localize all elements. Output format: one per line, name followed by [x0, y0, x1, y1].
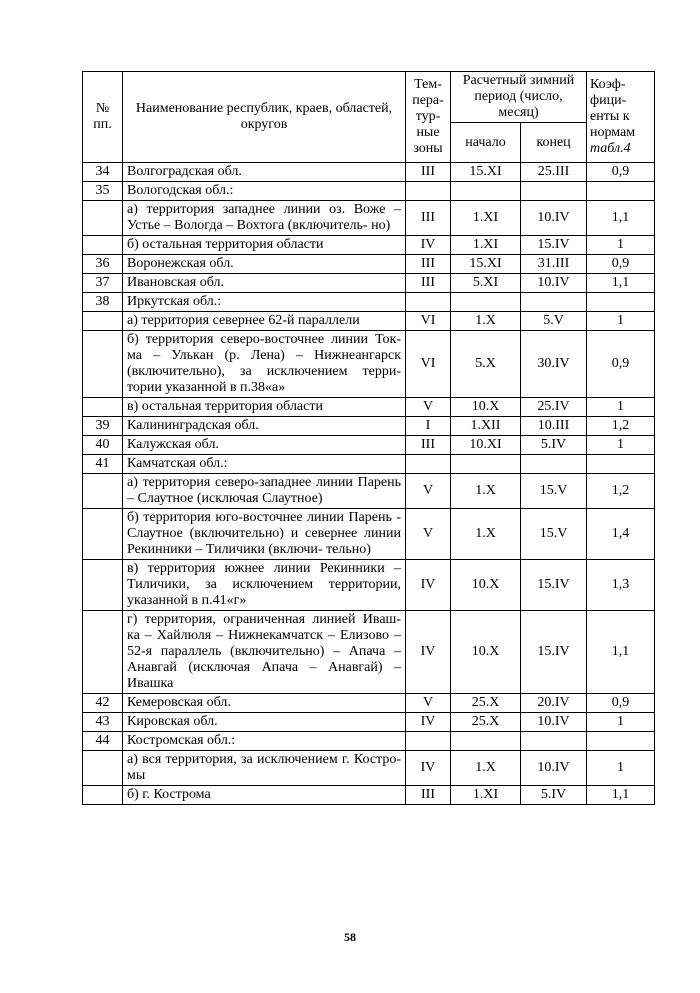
header-name: Наименование республик, краев, областей, округов — [123, 72, 406, 163]
table-row — [83, 255, 655, 274]
row-number — [83, 331, 123, 398]
temperature-zone: V — [406, 398, 451, 417]
temperature-zone: III — [406, 163, 451, 182]
row-number: 40 — [83, 436, 123, 455]
period-end: 10.III — [521, 417, 587, 436]
table-row — [83, 560, 655, 611]
temperature-zone: IV — [406, 611, 451, 694]
coefficient: 1 — [587, 312, 655, 331]
coefficient: 0,9 — [587, 331, 655, 398]
coefficient — [587, 732, 655, 751]
period-end — [521, 182, 587, 201]
region-name: а) территория западнее линии оз. Воже – Устье – Вологда – Вохтога (включитель- но) — [123, 201, 406, 236]
page-number: 58 — [344, 930, 356, 944]
period-end: 30.IV — [521, 331, 587, 398]
region-name: Ивановская обл. — [123, 274, 406, 293]
table-row — [83, 417, 655, 436]
table-row — [83, 455, 655, 474]
period-start: 5.XI — [451, 274, 521, 293]
table-row — [83, 509, 655, 560]
table-row — [83, 293, 655, 312]
coefficient: 1 — [587, 436, 655, 455]
region-name: а) вся территория, за исключением г. Костро- мы — [123, 751, 406, 786]
row-number — [83, 236, 123, 255]
period-end: 5.V — [521, 312, 587, 331]
temperature-zone — [406, 732, 451, 751]
climate-zones-table — [82, 71, 655, 805]
region-name: а) территория севернее 62-й параллели — [123, 312, 406, 331]
period-start: 10.X — [451, 560, 521, 611]
temperature-zone: III — [406, 274, 451, 293]
period-start: 1.XI — [451, 236, 521, 255]
temperature-zone: VI — [406, 312, 451, 331]
period-start: 5.X — [451, 331, 521, 398]
period-start: 1.XI — [451, 201, 521, 236]
coefficient — [587, 455, 655, 474]
region-name: Костромская обл.: — [123, 732, 406, 751]
coefficient: 1,1 — [587, 786, 655, 805]
coefficient: 1,4 — [587, 509, 655, 560]
temperature-zone — [406, 455, 451, 474]
table-row — [83, 611, 655, 694]
row-number: 36 — [83, 255, 123, 274]
period-end: 15.IV — [521, 611, 587, 694]
region-name: б) остальная территория области — [123, 236, 406, 255]
temperature-zone: IV — [406, 713, 451, 732]
table-row — [83, 163, 655, 182]
table-row — [83, 436, 655, 455]
period-start: 10.X — [451, 398, 521, 417]
header-start: начало — [451, 123, 521, 163]
region-name: б) территория юго-восточнее линии Парень - Слаутное (включительно) и севернее линии Рекинники – Тиличики (включи- тельно) — [123, 509, 406, 560]
period-start: 1.X — [451, 751, 521, 786]
row-number: 37 — [83, 274, 123, 293]
period-start: 1.XII — [451, 417, 521, 436]
row-number — [83, 474, 123, 509]
header-coefficient-text: Коэф- фици- енты к нормам — [590, 77, 636, 140]
region-name: а) территория северо-западнее линии Парень – Слаутное (исключая Слаутное) — [123, 474, 406, 509]
region-name: б) г. Кострома — [123, 786, 406, 805]
coefficient — [587, 182, 655, 201]
period-start: 15.XI — [451, 255, 521, 274]
coefficient: 1,3 — [587, 560, 655, 611]
period-end — [521, 455, 587, 474]
temperature-zone: III — [406, 436, 451, 455]
coefficient: 0,9 — [587, 163, 655, 182]
row-number: 42 — [83, 694, 123, 713]
table-row — [83, 182, 655, 201]
period-start — [451, 182, 521, 201]
table-row — [83, 201, 655, 236]
region-name: Кировская обл. — [123, 713, 406, 732]
header-number: № пп. — [83, 72, 123, 163]
period-start: 1.X — [451, 509, 521, 560]
coefficient: 1 — [587, 713, 655, 732]
region-name: Вологодская обл.: — [123, 182, 406, 201]
temperature-zone — [406, 293, 451, 312]
header-end: конец — [521, 123, 587, 163]
table-row — [83, 751, 655, 786]
temperature-zone: I — [406, 417, 451, 436]
table-row — [83, 331, 655, 398]
period-start: 1.X — [451, 312, 521, 331]
row-number — [83, 398, 123, 417]
period-end: 31.III — [521, 255, 587, 274]
period-start: 25.X — [451, 694, 521, 713]
period-start — [451, 732, 521, 751]
period-start — [451, 293, 521, 312]
table-row — [83, 732, 655, 751]
region-name: Калужская обл. — [123, 436, 406, 455]
period-start: 25.X — [451, 713, 521, 732]
temperature-zone: VI — [406, 331, 451, 398]
period-end: 25.III — [521, 163, 587, 182]
row-number — [83, 751, 123, 786]
row-number: 38 — [83, 293, 123, 312]
table-row — [83, 786, 655, 805]
row-number — [83, 611, 123, 694]
row-number — [83, 201, 123, 236]
coefficient: 1,1 — [587, 201, 655, 236]
header-row — [83, 72, 655, 123]
row-number: 35 — [83, 182, 123, 201]
coefficient: 1 — [587, 398, 655, 417]
temperature-zone: V — [406, 509, 451, 560]
temperature-zone: V — [406, 694, 451, 713]
table-row — [83, 713, 655, 732]
coefficient: 1,1 — [587, 611, 655, 694]
temperature-zone: III — [406, 201, 451, 236]
region-name: г) территория, ограниченная линией Иваш- ка – Хайлюля – Нижнекамчатск – Елизово – 52-я параллель (включительно) – Апача – Анавгай (исключая Апача – Анавгай) – Ивашка — [123, 611, 406, 694]
period-end: 15.V — [521, 474, 587, 509]
region-name: в) остальная территория области — [123, 398, 406, 417]
region-name: Калининградская обл. — [123, 417, 406, 436]
coefficient — [587, 293, 655, 312]
period-end: 20.IV — [521, 694, 587, 713]
table-row — [83, 312, 655, 331]
period-end: 5.IV — [521, 436, 587, 455]
period-end: 10.IV — [521, 201, 587, 236]
temperature-zone: IV — [406, 560, 451, 611]
table-row — [83, 694, 655, 713]
region-name: Кемеровская обл. — [123, 694, 406, 713]
period-end: 10.IV — [521, 751, 587, 786]
table-row — [83, 274, 655, 293]
row-number: 43 — [83, 713, 123, 732]
table-row — [83, 398, 655, 417]
period-end: 25.IV — [521, 398, 587, 417]
row-number — [83, 786, 123, 805]
table-row — [83, 236, 655, 255]
header-period: Расчетный зимний период (число, месяц) — [451, 72, 587, 123]
temperature-zone: IV — [406, 751, 451, 786]
coefficient: 1,2 — [587, 474, 655, 509]
temperature-zone: III — [406, 255, 451, 274]
header-coefficient-table-ref: табл.4 — [590, 141, 631, 156]
row-number: 34 — [83, 163, 123, 182]
temperature-zone: IV — [406, 236, 451, 255]
row-number — [83, 312, 123, 331]
row-number — [83, 509, 123, 560]
coefficient: 0,9 — [587, 255, 655, 274]
row-number: 44 — [83, 732, 123, 751]
period-end: 15.IV — [521, 236, 587, 255]
region-name: б) территория северо-восточнее линии Ток- ма – Улькан (р. Лена) – Нижнеангарск (включительно), за исключением терри- тории указанной в п.38«а» — [123, 331, 406, 398]
row-number: 39 — [83, 417, 123, 436]
period-end: 5.IV — [521, 786, 587, 805]
period-start: 1.X — [451, 474, 521, 509]
period-start: 10.XI — [451, 436, 521, 455]
row-number — [83, 560, 123, 611]
period-end: 15.IV — [521, 560, 587, 611]
period-end — [521, 293, 587, 312]
region-name: Волгоградская обл. — [123, 163, 406, 182]
period-end: 15.V — [521, 509, 587, 560]
coefficient: 0,9 — [587, 694, 655, 713]
coefficient: 1,1 — [587, 274, 655, 293]
region-name: Иркутская обл.: — [123, 293, 406, 312]
region-name: Камчатская обл.: — [123, 455, 406, 474]
table-row — [83, 474, 655, 509]
period-start: 10.X — [451, 611, 521, 694]
coefficient: 1 — [587, 236, 655, 255]
period-end: 10.IV — [521, 713, 587, 732]
period-start: 1.XI — [451, 786, 521, 805]
region-name: Воронежская обл. — [123, 255, 406, 274]
period-start — [451, 455, 521, 474]
temperature-zone — [406, 182, 451, 201]
row-number: 41 — [83, 455, 123, 474]
coefficient: 1 — [587, 751, 655, 786]
header-zone: Тем- пера- тур- ные зоны — [406, 72, 451, 163]
temperature-zone: V — [406, 474, 451, 509]
period-end — [521, 732, 587, 751]
header-coefficient — [587, 72, 655, 163]
period-start: 15.XI — [451, 163, 521, 182]
coefficient: 1,2 — [587, 417, 655, 436]
region-name: в) территория южнее линии Рекинники – Тиличики, за исключением территории, указанной в п.41«г» — [123, 560, 406, 611]
temperature-zone: III — [406, 786, 451, 805]
period-end: 10.IV — [521, 274, 587, 293]
